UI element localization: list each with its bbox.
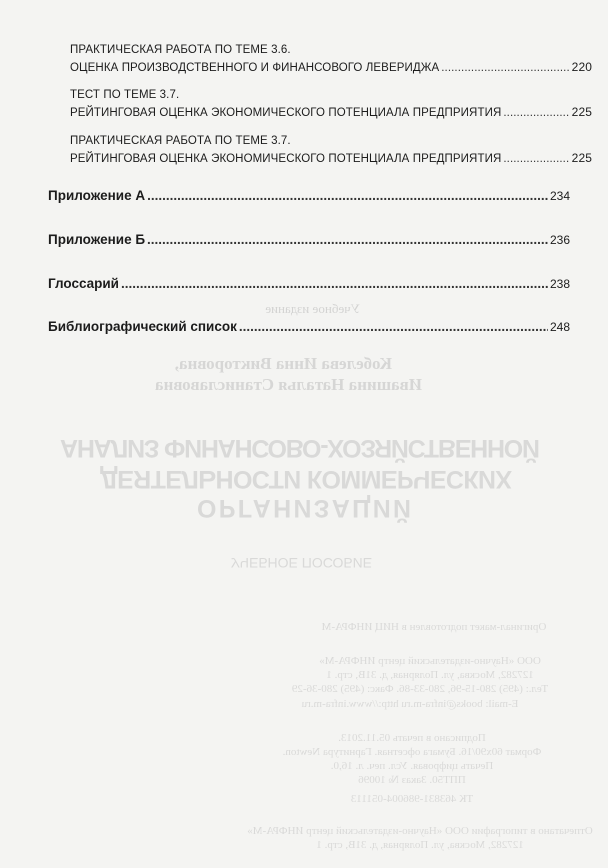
toc-entry-title: Библиографический список [48,319,237,334]
toc-entry-title: Глоссарий [48,276,119,291]
bleed-imprint-6: Подписано в печать 05.11.2013. [338,732,486,744]
toc-main-entry [48,275,570,293]
bleed-title-line-1: АНАЛИЗ ФИНАНСОВО-ХОЗЯЙСТВЕННОЙ [60,434,540,462]
bleed-author-2: Ивашина Наталья Станиславовна [155,375,422,394]
toc-page-number: 238 [549,277,570,291]
toc-page-number: 225 [571,105,592,119]
dot-leader [147,231,548,249]
bleed-imprint [247,621,593,851]
toc-sub-entry [48,87,592,122]
toc-main-entry [48,187,570,205]
bleed-imprint-1: Оригинал-макет подготовлен в НИЦ ИНФРА-М [321,621,547,633]
dot-leader [503,151,569,168]
bleed-subtitle: УЧЕБНОЕ ПОСОБИЕ [230,555,372,571]
toc-sub-entry [48,42,592,77]
dot-leader [503,105,569,122]
dot-leader [147,187,548,205]
bleed-title-line-2: ДЕЯТЕЛЬНОСТИ КОММЕРЧЕСКИХ [100,465,512,493]
toc-entry-row [70,104,592,122]
bleed-imprint-2: ООО «Научно-издательский центр ИНФРА-М» [319,655,541,667]
toc-entry-row [48,187,570,205]
bleed-through-text [155,301,422,394]
toc-page-number: 220 [571,60,592,74]
toc-page-number: 225 [571,151,592,165]
toc-page-number: 236 [549,233,570,247]
toc-entry-title: Приложение Б [48,232,146,247]
toc-entry-row [48,275,570,293]
toc-entry-row [48,318,570,336]
bleed-imprint-10: ТК 463831-986004-051113 [350,793,474,805]
toc-entry-heading: ТЕСТ ПО ТЕМЕ 3.7. [70,89,180,101]
toc-page-number: 248 [549,320,570,334]
dot-leader [121,275,548,293]
toc-entry-title: РЕЙТИНГОВАЯ ОЦЕНКА ЭКОНОМИЧЕСКОГО ПОТЕНЦИАЛА ПРЕДПРИЯТИЯ [70,153,502,165]
toc-page-number: 234 [549,189,570,203]
bleed-title-line-3: ОРГАНИЗАЦИЙ [197,494,411,522]
bleed-imprint-12: 127282, Москва, ул. Полярная, д. 31В, стр. 1 [316,839,524,851]
bleed-imprint-7: Формат 60x90/16. Бумага офсетная. Гарнитура Newton. [282,746,542,758]
toc-entry-title: Приложение А [48,188,146,203]
toc-entry-row [48,231,570,249]
bleed-imprint-8: Печать цифровая. Усл. печ. л. 16,0. [330,760,494,772]
toc-entry-heading: ПРАКТИЧЕСКАЯ РАБОТА ПО ТЕМЕ 3.6. [70,44,291,56]
bleed-imprint-4: Тел.: (495) 280-15-96, 280-33-86. Факс: (495) 280-36-29 [291,683,549,695]
dot-leader [239,318,548,336]
toc-entry-title: РЕЙТИНГОВАЯ ОЦЕНКА ЭКОНОМИЧЕСКОГО ПОТЕНЦИАЛА ПРЕДПРИЯТИЯ [70,107,502,119]
bleed-imprint-5: E-mail: books@infra-m.ru http://www.infra-m.ru [301,698,519,710]
dot-leader [441,60,569,77]
bleed-edition: Учебное издание [265,301,360,316]
toc-sub-entry [48,133,592,168]
bleed-imprint-9: ППТ50. Заказ № 10096 [358,774,466,786]
bleed-imprint-11: Отпечатано в типографии ООО «Научно-издательский центр ИНФРА-М» [247,825,593,837]
toc-entry-row [70,59,592,77]
bleed-imprint-3: 127282, Москва, ул. Полярная, д. 31В, стр. 1 [326,669,534,681]
bleed-title [60,434,540,571]
toc-entry-heading: ПРАКТИЧЕСКАЯ РАБОТА ПО ТЕМЕ 3.7. [70,135,291,147]
toc-entry-title: ОЦЕНКА ПРОИЗВОДСТВЕННОГО И ФИНАНСОВОГО ЛЕВЕРИДЖА [70,62,440,74]
toc-main-entry [48,231,570,249]
bleed-author-1: Кобелева Инна Викторовна, [174,354,392,373]
toc-entry-row [70,150,592,168]
toc-main-entry [48,318,570,336]
